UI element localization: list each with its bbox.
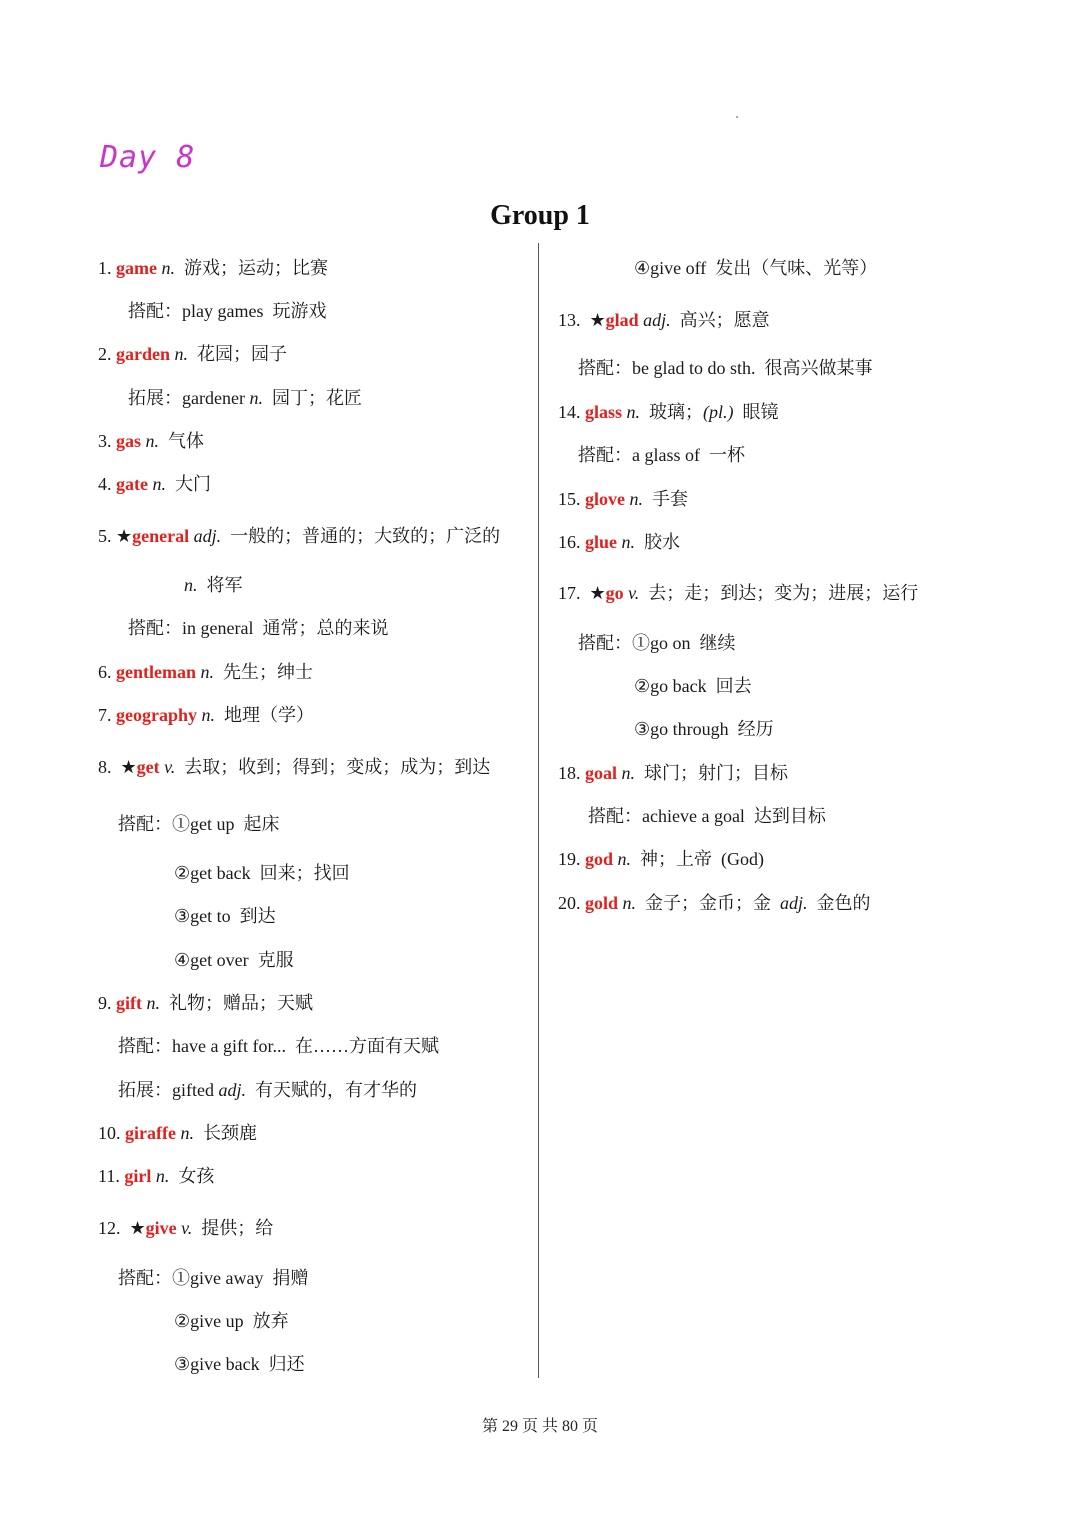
- vocab-line: [558, 847, 764, 871]
- entry-text: 4.: [98, 474, 116, 494]
- entry-text: 拓展：gifted: [118, 1080, 219, 1100]
- vocab-line: [128, 386, 362, 410]
- entry-text: 9.: [98, 993, 116, 1013]
- vocab-line: [98, 1164, 214, 1188]
- vocab-line: [98, 703, 314, 727]
- entry-text: 13. ★: [558, 310, 606, 330]
- vocab-line: [98, 256, 328, 280]
- vocab-line: [578, 356, 873, 380]
- entry-text: ③go through 经历: [634, 719, 774, 739]
- entry-text: 提供；给: [192, 1218, 274, 1238]
- part-of-speech: n.: [617, 763, 636, 783]
- entry-text: 礼物；赠品；天赋: [160, 993, 313, 1013]
- part-of-speech: n.: [170, 344, 188, 364]
- vocab-line: [98, 660, 313, 684]
- entry-text: 胶水: [635, 532, 681, 552]
- entry-text: 搭配：a glass of 一杯: [578, 445, 745, 465]
- entry-text: 搭配：①give away 捐赠: [118, 1268, 309, 1288]
- entry-text: ②get back 回来；找回: [174, 863, 350, 883]
- part-of-speech: v.: [176, 1218, 193, 1238]
- vocab-line: [98, 1216, 273, 1240]
- entry-text: 去；走；到达；变为；进展；运行: [639, 583, 919, 603]
- vocab-line: [128, 616, 388, 640]
- headword: glue: [585, 532, 618, 552]
- part-of-speech: n.: [196, 662, 214, 682]
- part-of-speech: n.: [622, 402, 641, 422]
- entry-text: 将军: [197, 575, 243, 595]
- entry-text: 搭配：in general 通常；总的来说: [128, 618, 389, 638]
- part-of-speech: n.: [175, 1123, 194, 1143]
- vocab-line: [98, 1121, 257, 1145]
- entry-text: 19.: [558, 849, 585, 869]
- vocab-line: [558, 761, 788, 785]
- headword: gold: [585, 893, 619, 913]
- vocab-line: [98, 991, 313, 1015]
- part-of-speech: n.: [625, 489, 643, 509]
- vocab-line: [118, 812, 280, 836]
- part-of-speech: adj.: [780, 893, 808, 913]
- headword: gas: [116, 431, 142, 451]
- entry-text: 大门: [165, 474, 211, 494]
- headword: god: [585, 849, 614, 869]
- entry-text: ②go back 回去: [634, 676, 752, 696]
- entry-text: 11.: [98, 1166, 125, 1186]
- entry-text: 3.: [98, 431, 116, 451]
- entry-text: 神；上帝 (God): [631, 849, 765, 869]
- day-title: Day 8: [100, 140, 196, 175]
- vocab-line: [98, 342, 287, 366]
- part-of-speech: n.: [156, 258, 175, 278]
- part-of-speech: n.: [249, 388, 263, 408]
- entry-text: 搭配：be glad to do sth. 很高兴做某事: [578, 358, 873, 378]
- entry-text: 拓展：gardener: [128, 388, 250, 408]
- entry-text: 7.: [98, 705, 116, 725]
- entry-text: 先生；绅士: [214, 662, 313, 682]
- entry-text: 搭配：play games 玩游戏: [128, 301, 327, 321]
- entry-text: 2.: [98, 344, 116, 364]
- entry-text: 地理（学）: [215, 705, 314, 725]
- headword: game: [116, 258, 157, 278]
- part-of-speech: n.: [151, 1166, 170, 1186]
- headword: general: [132, 526, 190, 546]
- entry-text: 10.: [98, 1123, 125, 1143]
- headword: glad: [605, 310, 639, 330]
- entry-text: 16.: [558, 532, 585, 552]
- vocab-line: [118, 1034, 439, 1058]
- vocab-line: [558, 581, 918, 605]
- entry-text: ④get over 克服: [174, 950, 294, 970]
- entry-text: ③give back 归还: [174, 1354, 305, 1374]
- entry-text: 金色的: [807, 893, 871, 913]
- vocab-line: [174, 1352, 305, 1376]
- part-of-speech: n.: [184, 575, 198, 595]
- part-of-speech: v.: [623, 583, 640, 603]
- headword: giraffe: [125, 1123, 176, 1143]
- headword: geography: [116, 705, 197, 725]
- entry-text: 17. ★: [558, 583, 606, 603]
- page-footer: 第 29 页 共 80 页: [481, 1418, 598, 1435]
- entry-text: 长颈鹿: [193, 1123, 257, 1143]
- entry-text: 有天赋的，有才华的: [246, 1080, 418, 1100]
- entry-text: 园丁；花匠: [262, 388, 362, 408]
- vocab-line: [588, 804, 826, 828]
- entry-text: 女孩: [169, 1166, 215, 1186]
- vocab-line: [558, 400, 779, 424]
- headword: glove: [585, 489, 625, 509]
- part-of-speech: n.: [147, 474, 166, 494]
- entry-text: 金子；金币；金: [636, 893, 781, 913]
- entry-text: ④give off 发出（气味、光等）: [634, 258, 878, 278]
- entry-text: 去取；收到；得到；变成；成为；到达: [175, 757, 491, 777]
- entry-text: 球门；射门；目标: [635, 763, 789, 783]
- part-of-speech: adj.: [218, 1080, 247, 1100]
- headword: give: [145, 1218, 177, 1238]
- vocab-line: [118, 1078, 417, 1102]
- entry-text: 搭配：①get up 起床: [118, 814, 280, 834]
- entry-text: 游戏；运动；比赛: [174, 258, 328, 278]
- headword: gentleman: [116, 662, 196, 682]
- scan-speck: [736, 116, 738, 118]
- entry-text: 6.: [98, 662, 116, 682]
- part-of-speech: n.: [142, 993, 160, 1013]
- entry-text: 14.: [558, 402, 585, 422]
- column-divider: [538, 243, 539, 1378]
- headword: glass: [585, 402, 623, 422]
- entry-text: 8. ★: [98, 757, 137, 777]
- entry-text: 高兴；愿意: [670, 310, 770, 330]
- vocab-line: [98, 472, 211, 496]
- entry-text: 手套: [643, 489, 688, 509]
- headword: get: [136, 757, 160, 777]
- part-of-speech: adj.: [638, 310, 671, 330]
- part-of-speech: n.: [141, 431, 160, 451]
- vocab-line: [174, 904, 276, 928]
- entry-text: 18.: [558, 763, 585, 783]
- headword: goal: [585, 763, 618, 783]
- headword: go: [605, 583, 624, 603]
- part-of-speech: n.: [197, 705, 215, 725]
- vocab-line: [558, 891, 871, 915]
- headword: gate: [116, 474, 148, 494]
- entry-text: ③get to 到达: [174, 906, 276, 926]
- entry-text: 一般的；普通的；大致的；广泛的: [221, 526, 501, 546]
- group-title: Group 1: [490, 200, 590, 231]
- part-of-speech: adj.: [189, 526, 222, 546]
- entry-text: 花园；园子: [188, 344, 287, 364]
- vocab-line: [174, 861, 350, 885]
- vocab-line: [98, 429, 204, 453]
- vocab-line: [184, 573, 243, 597]
- vocab-line: [558, 530, 680, 554]
- entry-text: 眼镜: [733, 402, 779, 422]
- entry-text: 气体: [159, 431, 205, 451]
- vocab-line: [174, 948, 294, 972]
- part-of-speech: n.: [617, 532, 636, 552]
- vocab-line: [128, 299, 326, 323]
- entry-text: 20.: [558, 893, 585, 913]
- vocab-line: [578, 631, 736, 655]
- part-of-speech: n.: [613, 849, 632, 869]
- headword: garden: [116, 344, 170, 364]
- entry-text: 搭配：achieve a goal 达到目标: [588, 806, 826, 826]
- entry-text: 5. ★: [98, 526, 133, 546]
- part-of-speech: (pl.): [703, 402, 734, 422]
- vocab-line: [634, 674, 752, 698]
- headword: girl: [124, 1166, 152, 1186]
- entry-text: 1.: [98, 258, 116, 278]
- vocab-line: [98, 524, 500, 548]
- vocab-line: [558, 487, 688, 511]
- vocab-line: [118, 1266, 308, 1290]
- entry-text: 12. ★: [98, 1218, 146, 1238]
- entry-text: ②give up 放弃: [174, 1311, 289, 1331]
- vocab-line: [634, 256, 877, 280]
- vocab-line: [578, 443, 745, 467]
- vocab-line: [174, 1309, 289, 1333]
- part-of-speech: v.: [159, 757, 176, 777]
- entry-text: 搭配：①go on 继续: [578, 633, 736, 653]
- entry-text: 搭配：have a gift for... 在……方面有天赋: [118, 1036, 439, 1056]
- entry-text: 玻璃；: [640, 402, 704, 422]
- entry-text: 15.: [558, 489, 585, 509]
- part-of-speech: n.: [618, 893, 637, 913]
- vocab-line: [634, 717, 774, 741]
- vocab-line: [98, 755, 490, 779]
- vocab-line: [558, 308, 770, 332]
- headword: gift: [116, 993, 142, 1013]
